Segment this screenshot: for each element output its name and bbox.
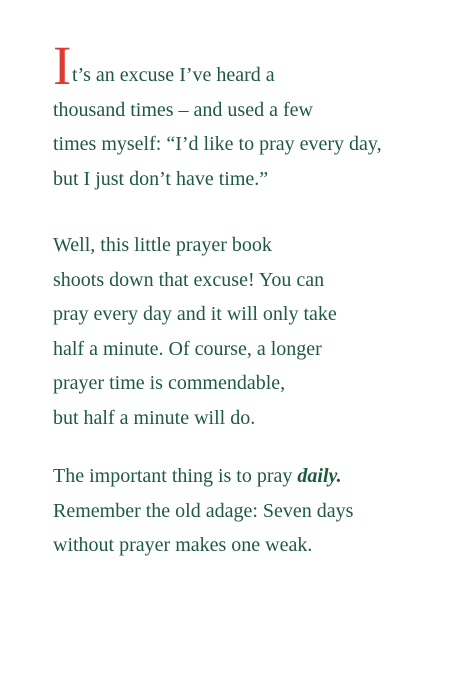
text-line: thousand times – and used a few xyxy=(53,98,313,121)
text-line: but half a minute will do. xyxy=(53,406,256,429)
paragraph-intro xyxy=(53,58,382,196)
text-line: shoots down that excuse! You can xyxy=(53,268,325,291)
drop-cap: I xyxy=(53,35,72,96)
paragraph-closing xyxy=(53,459,353,563)
text-line: Well, this little prayer book xyxy=(53,234,272,256)
text-line: half a minute. Of course, a longer xyxy=(53,337,322,360)
paragraph-middle xyxy=(53,228,337,435)
text-line xyxy=(53,459,353,494)
text-line: but I just don’t have time.” xyxy=(53,167,269,190)
text-line: without prayer makes one weak. xyxy=(53,534,313,556)
emphasis-word: daily. xyxy=(297,465,342,487)
text-line: t’s an excuse I’ve heard a xyxy=(72,64,275,86)
text-line: prayer time is commendable, xyxy=(53,372,286,394)
text-line: pray every day and it will only take xyxy=(53,303,337,325)
text-line-prefix: The important thing is to pray xyxy=(53,465,298,487)
text-line: times myself: “I’d like to pray every day, xyxy=(53,133,382,155)
text-line: Remember the old adage: Seven days xyxy=(53,499,354,522)
